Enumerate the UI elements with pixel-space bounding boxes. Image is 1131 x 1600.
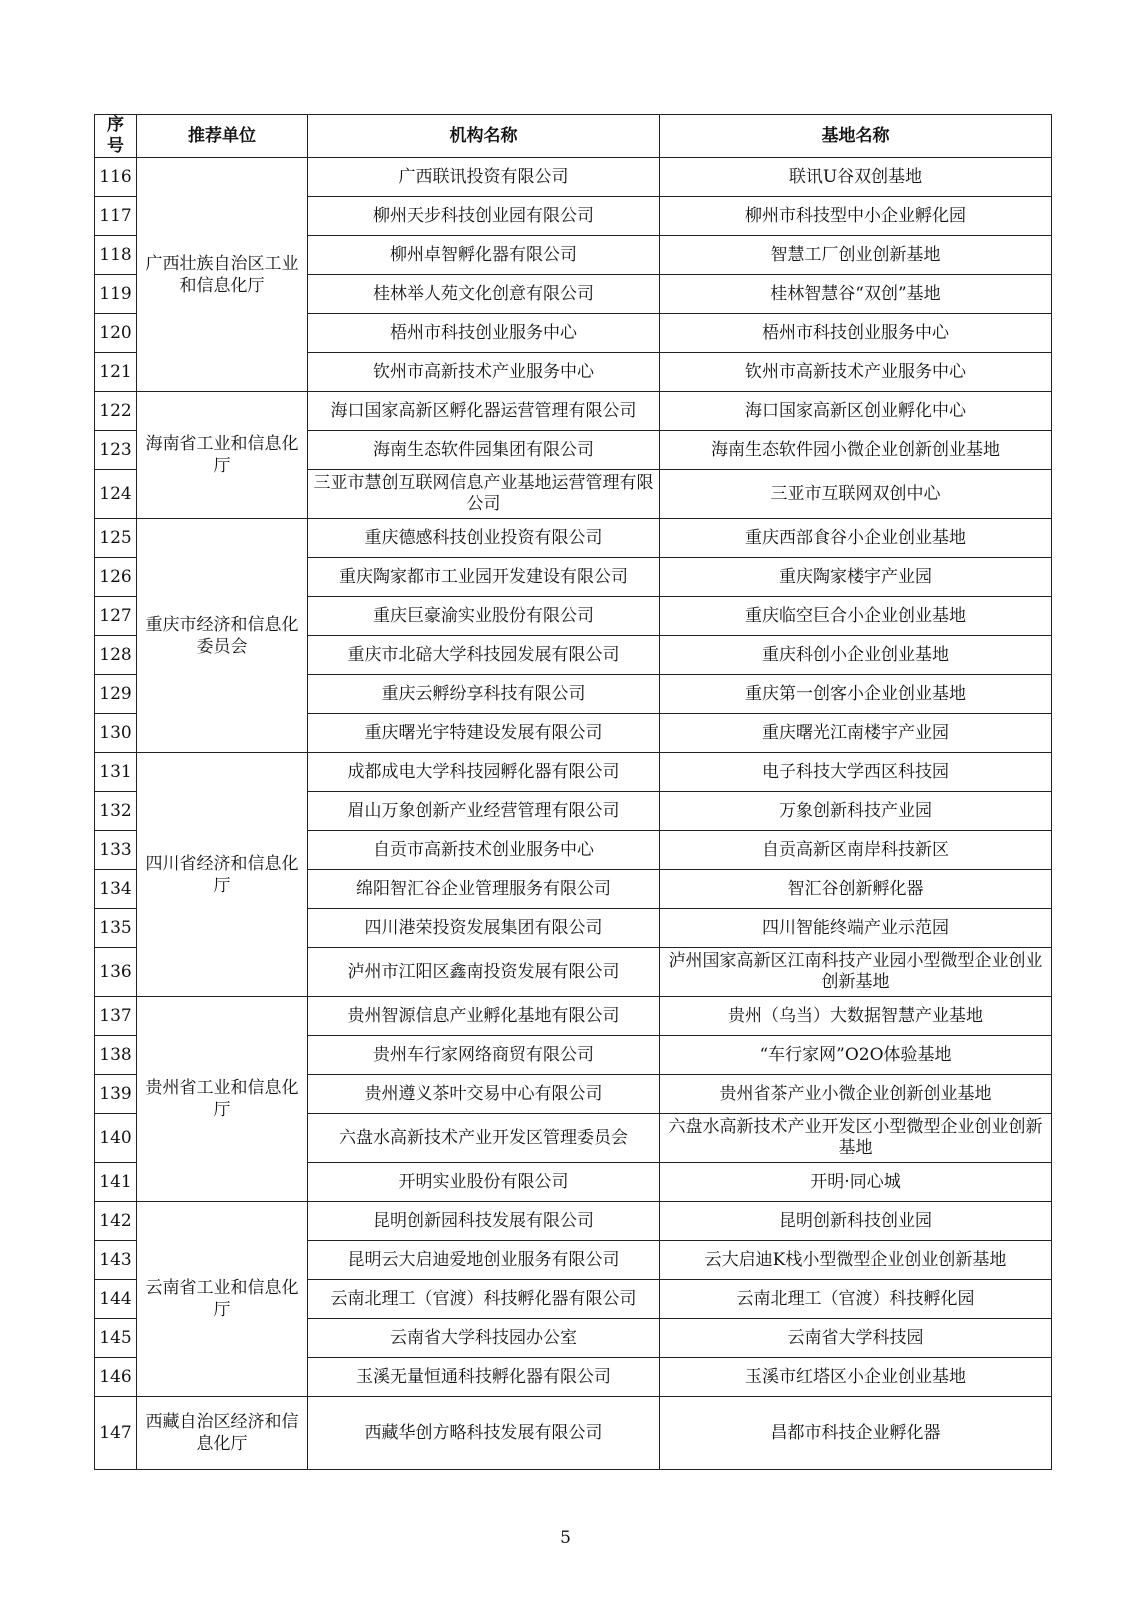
cell-seq: 126 (95, 558, 137, 597)
cell-base-name: 重庆陶家楼宇产业园 (660, 558, 1052, 597)
cell-seq: 122 (95, 392, 137, 431)
cell-base-name: 重庆西部食谷小企业创业基地 (660, 519, 1052, 558)
cell-recommender: 西藏自治区经济和信息化厅 (137, 1397, 308, 1470)
cell-seq: 129 (95, 675, 137, 714)
cell-org-name: 四川港荣投资发展集团有限公司 (308, 909, 660, 948)
cell-base-name: 六盘水高新技术产业开发区小型微型企业创业创新基地 (660, 1114, 1052, 1163)
header-org: 机构名称 (308, 115, 660, 158)
cell-base-name: 泸州国家高新区江南科技产业园小型微型企业创业创新基地 (660, 948, 1052, 997)
header-seq: 序号 (95, 115, 137, 158)
cell-org-name: 贵州遵义茶叶交易中心有限公司 (308, 1075, 660, 1114)
cell-org-name: 桂林举人苑文化创意有限公司 (308, 275, 660, 314)
cell-org-name: 海口国家高新区孵化器运营管理有限公司 (308, 392, 660, 431)
cell-org-name: 西藏华创方略科技发展有限公司 (308, 1397, 660, 1470)
cell-org-name: 柳州天步科技创业园有限公司 (308, 197, 660, 236)
cell-base-name: 联讯U谷双创基地 (660, 158, 1052, 197)
cell-base-name: 电子科技大学西区科技园 (660, 753, 1052, 792)
cell-base-name: 四川智能终端产业示范园 (660, 909, 1052, 948)
cell-base-name: 贵州（乌当）大数据智慧产业基地 (660, 997, 1052, 1036)
cell-base-name: 昆明创新科技创业园 (660, 1202, 1052, 1241)
cell-org-name: 眉山万象创新产业经营管理有限公司 (308, 792, 660, 831)
cell-seq: 137 (95, 997, 137, 1036)
cell-base-name: 云南北理工（官渡）科技孵化园 (660, 1280, 1052, 1319)
cell-base-name: 云大启迪K栈小型微型企业创业创新基地 (660, 1241, 1052, 1280)
cell-seq: 119 (95, 275, 137, 314)
page-number: 5 (560, 1528, 571, 1548)
cell-org-name: 泸州市江阳区鑫南投资发展有限公司 (308, 948, 660, 997)
table-row (95, 519, 1052, 558)
cell-seq: 146 (95, 1358, 137, 1397)
cell-base-name: 云南省大学科技园 (660, 1319, 1052, 1358)
table-row (95, 1202, 1052, 1241)
cell-base-name: 重庆科创小企业创业基地 (660, 636, 1052, 675)
cell-seq: 139 (95, 1075, 137, 1114)
cell-org-name: 钦州市高新技术产业服务中心 (308, 353, 660, 392)
cell-seq: 128 (95, 636, 137, 675)
cell-org-name: 绵阳智汇谷企业管理服务有限公司 (308, 870, 660, 909)
cell-org-name: 昆明创新园科技发展有限公司 (308, 1202, 660, 1241)
cell-base-name: 开明·同心城 (660, 1163, 1052, 1202)
cell-base-name: 昌都市科技企业孵化器 (660, 1397, 1052, 1470)
cell-recommender: 重庆市经济和信息化委员会 (137, 519, 308, 753)
cell-seq: 145 (95, 1319, 137, 1358)
cell-seq: 130 (95, 714, 137, 753)
cell-org-name: 贵州智源信息产业孵化基地有限公司 (308, 997, 660, 1036)
cell-org-name: 海南生态软件园集团有限公司 (308, 431, 660, 470)
cell-base-name: “车行家网”O2O体验基地 (660, 1036, 1052, 1075)
cell-recommender: 四川省经济和信息化厅 (137, 753, 308, 997)
cell-org-name: 重庆市北碚大学科技园发展有限公司 (308, 636, 660, 675)
cell-org-name: 玉溪无量恒通科技孵化器有限公司 (308, 1358, 660, 1397)
cell-base-name: 梧州市科技创业服务中心 (660, 314, 1052, 353)
header-recommender: 推荐单位 (137, 115, 308, 158)
cell-base-name: 三亚市互联网双创中心 (660, 470, 1052, 519)
cell-seq: 132 (95, 792, 137, 831)
cell-base-name: 桂林智慧谷“双创”基地 (660, 275, 1052, 314)
cell-seq: 142 (95, 1202, 137, 1241)
cell-seq: 124 (95, 470, 137, 519)
cell-seq: 120 (95, 314, 137, 353)
cell-org-name: 柳州卓智孵化器有限公司 (308, 236, 660, 275)
cell-recommender: 云南省工业和信息化厅 (137, 1202, 308, 1397)
cell-org-name: 广西联讯投资有限公司 (308, 158, 660, 197)
cell-recommender: 海南省工业和信息化厅 (137, 392, 308, 519)
cell-seq: 143 (95, 1241, 137, 1280)
cell-seq: 141 (95, 1163, 137, 1202)
cell-org-name: 开明实业股份有限公司 (308, 1163, 660, 1202)
cell-seq: 138 (95, 1036, 137, 1075)
cell-base-name: 柳州市科技型中小企业孵化园 (660, 197, 1052, 236)
table-row (95, 753, 1052, 792)
cell-seq: 116 (95, 158, 137, 197)
table-row (95, 997, 1052, 1036)
cell-org-name: 重庆曙光宇特建设发展有限公司 (308, 714, 660, 753)
cell-org-name: 云南省大学科技园办公室 (308, 1319, 660, 1358)
cell-org-name: 梧州市科技创业服务中心 (308, 314, 660, 353)
cell-base-name: 贵州省茶产业小微企业创新创业基地 (660, 1075, 1052, 1114)
cell-seq: 134 (95, 870, 137, 909)
cell-org-name: 昆明云大启迪爱地创业服务有限公司 (308, 1241, 660, 1280)
cell-seq: 121 (95, 353, 137, 392)
cell-base-name: 自贡高新区南岸科技新区 (660, 831, 1052, 870)
cell-seq: 147 (95, 1397, 137, 1470)
cell-org-name: 成都成电大学科技园孵化器有限公司 (308, 753, 660, 792)
cell-org-name: 重庆德感科技创业投资有限公司 (308, 519, 660, 558)
cell-org-name: 六盘水高新技术产业开发区管理委员会 (308, 1114, 660, 1163)
table-row (95, 1397, 1052, 1470)
cell-base-name: 海南生态软件园小微企业创新创业基地 (660, 431, 1052, 470)
header-row (95, 115, 1052, 158)
cell-recommender: 贵州省工业和信息化厅 (137, 997, 308, 1202)
cell-base-name: 重庆第一创客小企业创业基地 (660, 675, 1052, 714)
cell-seq: 136 (95, 948, 137, 997)
cell-base-name: 智慧工厂创业创新基地 (660, 236, 1052, 275)
cell-base-name: 智汇谷创新孵化器 (660, 870, 1052, 909)
cell-recommender: 广西壮族自治区工业和信息化厅 (137, 158, 308, 392)
cell-base-name: 钦州市高新技术产业服务中心 (660, 353, 1052, 392)
table-row (95, 158, 1052, 197)
cell-org-name: 重庆云孵纷享科技有限公司 (308, 675, 660, 714)
cell-base-name: 重庆临空巨合小企业创业基地 (660, 597, 1052, 636)
header-base: 基地名称 (660, 115, 1052, 158)
cell-base-name: 海口国家高新区创业孵化中心 (660, 392, 1052, 431)
table-body (95, 158, 1052, 1470)
cell-base-name: 万象创新科技产业园 (660, 792, 1052, 831)
cell-seq: 117 (95, 197, 137, 236)
enterprise-base-table (94, 114, 1052, 1470)
cell-seq: 140 (95, 1114, 137, 1163)
cell-seq: 144 (95, 1280, 137, 1319)
cell-org-name: 自贡市高新技术创业服务中心 (308, 831, 660, 870)
table-row (95, 392, 1052, 431)
cell-base-name: 重庆曙光江南楼宇产业园 (660, 714, 1052, 753)
cell-seq: 125 (95, 519, 137, 558)
cell-seq: 127 (95, 597, 137, 636)
cell-org-name: 重庆陶家都市工业园开发建设有限公司 (308, 558, 660, 597)
cell-base-name: 玉溪市红塔区小企业创业基地 (660, 1358, 1052, 1397)
cell-org-name: 三亚市慧创互联网信息产业基地运营管理有限公司 (308, 470, 660, 519)
cell-org-name: 贵州车行家网络商贸有限公司 (308, 1036, 660, 1075)
cell-seq: 123 (95, 431, 137, 470)
cell-org-name: 重庆巨豪渝实业股份有限公司 (308, 597, 660, 636)
cell-seq: 133 (95, 831, 137, 870)
cell-seq: 135 (95, 909, 137, 948)
cell-org-name: 云南北理工（官渡）科技孵化器有限公司 (308, 1280, 660, 1319)
cell-seq: 131 (95, 753, 137, 792)
cell-seq: 118 (95, 236, 137, 275)
